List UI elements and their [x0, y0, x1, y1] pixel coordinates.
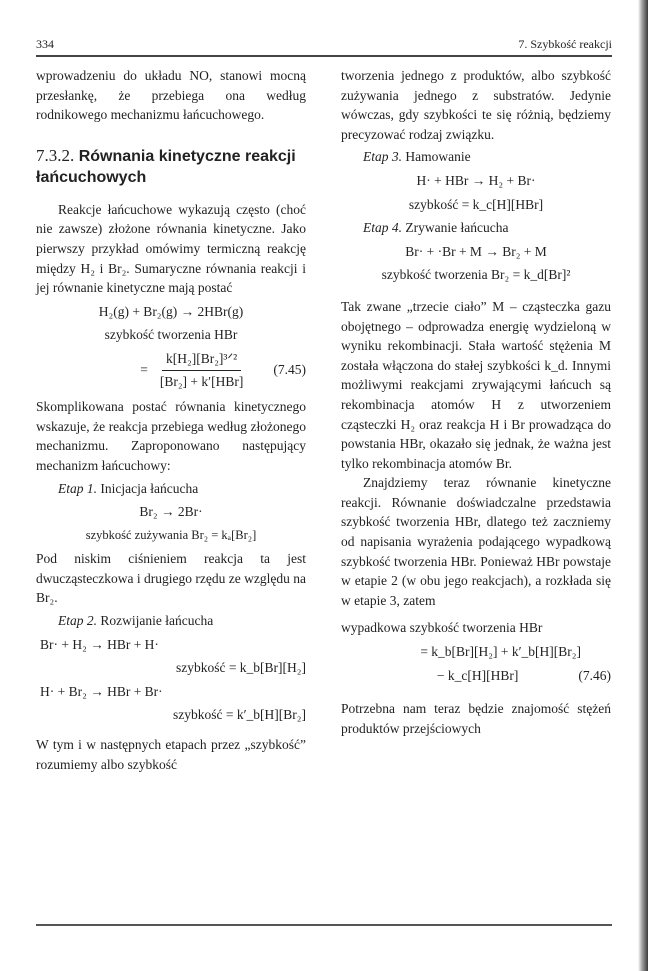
- equation-overall: H₂(g) + Br₂(g) → 2HBr(g): [98, 303, 244, 319]
- paragraph-chain-kinetics: Reakcje łańcuchowe wykazują często (choć nie zawsze) złożone równania kinetyczne. Jako pierwszy przykład omówimy termiczną reakcję między H₂ i Br₂. Sumaryczne równania reakcji i jej równanie kinetyczne mają postać: [36, 201, 306, 296]
- paragraph-pressure: Pod niskim ciśnieniem reakcja ta jest dwucząsteczkowa i drugiego rzędu ze względu na Br₂.: [36, 551, 306, 606]
- stage-1-equation: Br₂ → 2Br·: [139, 504, 203, 520]
- running-header: [36, 35, 612, 57]
- net-rate-line-2: − k_c[H][HBr]: [436, 667, 519, 683]
- rate-label: szybkość tworzenia HBr: [104, 327, 238, 343]
- paragraph-mechanism: Skomplikowana postać równania kinetycznego wskazuje, że reakcja przebiega według złożonego mechanizmu. Zaproponowano następujący mechanizm łańcuchowy:: [36, 399, 306, 473]
- paragraph-third-body: Tak zwane „trzecie ciało” M – cząsteczka gazu obojętnego – odprowadza energię wydzieloną w wyniku rekombinacji. Stała wartość stężenia M została włączona do stałej szybkości k_d. Innymi możliwymi reakcjami zrywającymi łańcuch są rekombinacja atomów H z utworzeniem cząsteczki H₂ oraz reakcja H i Br prowadząca do powstania HBr, okazało się jednak, że ważna jest tylko rekombinacja atomów Br.: [341, 298, 611, 471]
- stage-1: [36, 479, 306, 499]
- rate-fraction: [156, 349, 248, 391]
- paragraph-derivation: Znajdziemy teraz równanie kinetyczne reakcji. Równanie doświadczalne przedstawia szybkość tworzenia HBr, dlatego też zaczniemy od napisania wyrażenia podającego wypadkową szybkość tworzenia HBr. Ponieważ HBr powstaje w etapie 2 (w obu jego reakcjach), a rozkłada się w etapie 3, zatem: [341, 475, 611, 608]
- stage-1-rate: szybkość zużywania Br₂ = kₐ[Br₂]: [85, 527, 257, 542]
- stage-3-equation: H· + HBr → H₂ + Br·: [416, 172, 536, 188]
- rate-prefix: =: [140, 362, 148, 378]
- intro-paragraph: wprowadzeniu do układu NO, stanowi mocną przesłankę, że przebiega ona według rodnikowego mechanizmu łańcuchowego.: [36, 68, 306, 123]
- stage-1-text: Inicjacja łańcucha: [100, 480, 199, 496]
- net-rate-label: wypadkowa szybkość tworzenia HBr: [341, 620, 543, 636]
- stage-2-label: Etap 2.: [58, 613, 97, 629]
- stage-3: [341, 147, 611, 167]
- section-heading: [36, 145, 306, 188]
- rate-numerator: k[H₂][Br₂]³ᐟ²: [162, 349, 241, 371]
- stage-4-equation: Br· + ·Br + M → Br₂ + M: [405, 243, 547, 259]
- section-number: 7.3.2.: [36, 145, 75, 165]
- paragraph-intermediates: Potrzebna nam teraz będzie znajomość stężeń produktów przejściowych: [341, 701, 611, 736]
- rate-equation: [36, 349, 306, 391]
- header-rule: [36, 55, 612, 57]
- stage-2-equation-a: Br· + H₂ → HBr + H·: [40, 636, 159, 652]
- equation-number: (7.45): [273, 362, 306, 378]
- net-equation-number: (7.46): [578, 667, 611, 683]
- stage-4-rate: szybkość tworzenia Br₂ = k_d[Br]²: [381, 267, 571, 283]
- page-number: 334: [36, 37, 54, 51]
- continued-paragraph: tworzenia jednego z produktów, albo szybkość zużywania jednego z substratów. Jedynie wówczas, gdy szybkości te się różnią, będziemy precyzować rodzaj związku.: [341, 68, 611, 142]
- stage-2-rate-b: szybkość = k′_b[H][Br₂]: [173, 707, 306, 723]
- rate-denominator: [Br₂] + k′[HBr]: [159, 373, 244, 389]
- net-rate-line-1: = k_b[Br][H₂] + k′_b[H][Br₂]: [420, 644, 581, 660]
- left-column: [36, 66, 306, 774]
- section-title: Równania kinetyczne reakcji łańcuchowych: [36, 147, 296, 186]
- page-edge-shadow: [638, 0, 648, 971]
- stage-2: [36, 611, 306, 631]
- chapter-title: 7. Szybkość reakcji: [518, 37, 612, 51]
- stage-2-text: Rozwijanie łańcucha: [100, 613, 214, 629]
- net-rate-line-2-row: [341, 666, 611, 686]
- stage-3-rate: szybkość = k_c[H][HBr]: [408, 196, 544, 212]
- stage-3-label: Etap 3.: [363, 149, 402, 165]
- stage-3-text: Hamowanie: [405, 149, 471, 165]
- paragraph-rate-definition: W tym i w następnych etapach przez „szybkość” rozumiemy albo szybkość: [36, 737, 306, 772]
- stage-2-equation-b: H· + Br₂ → HBr + Br·: [40, 683, 163, 699]
- stage-2-rate-a: szybkość = k_b[Br][H₂]: [175, 660, 306, 676]
- stage-4: [341, 218, 611, 238]
- footer-rule: [36, 924, 612, 926]
- stage-4-text: Zrywanie łańcucha: [405, 220, 509, 236]
- right-column: [341, 66, 611, 738]
- stage-4-label: Etap 4.: [363, 220, 402, 236]
- stage-1-label: Etap 1.: [58, 480, 97, 496]
